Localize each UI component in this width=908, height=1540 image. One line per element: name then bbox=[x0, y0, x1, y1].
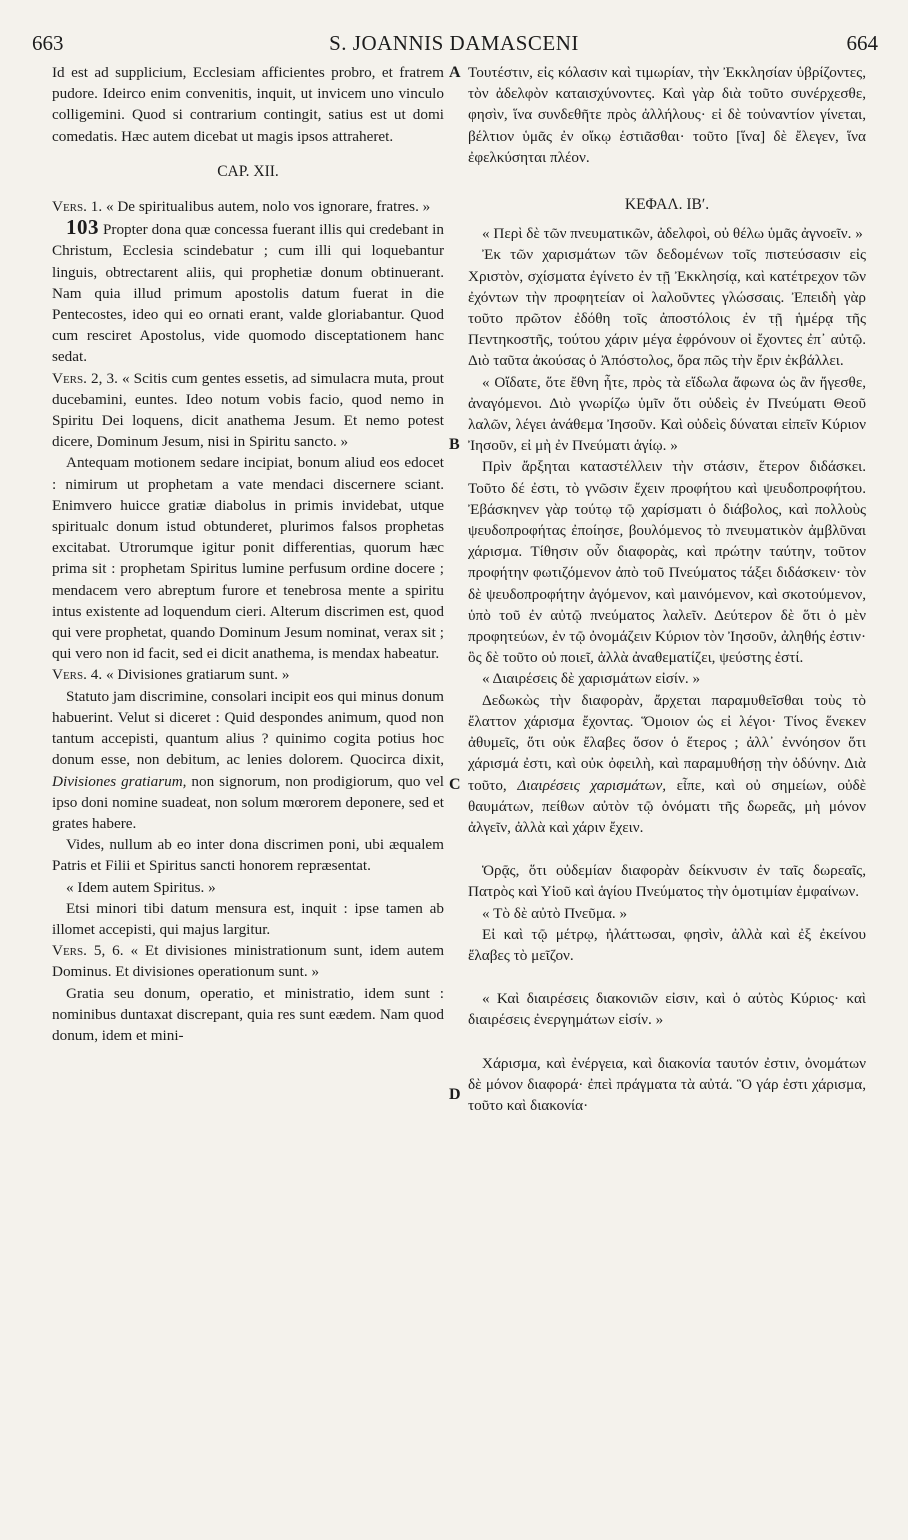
latin-paragraph: Vides, nullum ab eo inter dona discrimen poni, ubi æqualem Patris et Filii et Spiritus sancti honorem repræsentat. bbox=[52, 836, 444, 875]
greek-verse-quote: « Διαιρέσεις δὲ χαρισμάτων εἰσίν. » bbox=[482, 670, 701, 688]
verse-label: Vers. 1. bbox=[52, 198, 103, 216]
column-number-marker: 103 bbox=[66, 215, 99, 240]
latin-paragraph: Gratia seu donum, operatio, et ministratio, idem sunt : nominibus duntaxat discrepant, quia res sunt eædem. Nam quod donum, idem et mini- bbox=[52, 984, 444, 1044]
verse-label: Vers. 5, 6. bbox=[52, 942, 124, 960]
greek-chapter-heading: ΚΕΦΑΛ. ΙΒʹ. bbox=[624, 196, 710, 214]
greek-verse-quote: « Περὶ δὲ τῶν πνευματικῶν, ἀδελφοὶ, οὐ θέλω ὑμᾶς ἀγνοεῖν. » bbox=[482, 225, 863, 243]
greek-paragraph: Τουτέστιν, εἰς κόλασιν καὶ τιμωρίαν, τὴν Ἐκκλησίαν ὑβρίζοντες, τὸν ἀδελφὸν καταισχύνοντες. Καὶ γὰρ διὰ τοῦτο συνέρχεσθε, φησὶν, ἵνα συνδεθῆτε πρὸς ἀλλήλους· εἰ δὲ τοὐναντίον γίνεται, βέλτιον ὑμᾶς ἐν οἴκῳ ἑστιᾶσθαι· τοῦτο [ἵνα] δὲ ἔλεγεν, ἵνα ἐφελκύσηται πλέον. bbox=[468, 64, 866, 166]
greek-verse-quote: « Καὶ διαιρέσεις διακονιῶν εἰσιν, καὶ ὁ αὐτὸς Κύριος· καὶ διαιρέσεις ἐνεργημάτων εἰσίν. » bbox=[468, 990, 866, 1029]
verse-quote: « Divisiones gratiarum sunt. » bbox=[105, 666, 290, 684]
running-header bbox=[0, 28, 908, 58]
latin-verse-5-6 bbox=[52, 940, 444, 982]
running-title: S. JOANNIS DAMASCENI bbox=[329, 31, 579, 55]
verse-label: Vers. 2, 3. bbox=[52, 369, 118, 387]
verse-quote: « Et divisiones ministrationum sunt, idem autem Dominus. Et divisiones operationum sunt. » bbox=[52, 942, 445, 981]
latin-verse-1 bbox=[52, 196, 444, 217]
latin-paragraph bbox=[52, 217, 444, 367]
latin-chapter-heading: CAP. XII. bbox=[217, 162, 279, 180]
verse-quote: « De spiritualibus autem, nolo vos ignorare, fratres. » bbox=[105, 198, 431, 216]
latin-quote: « Idem autem Spiritus. » bbox=[66, 878, 216, 896]
paragraph-text: non signorum, non prodigiorum, quo vel ipso doni nomine suadeat, non solum mœrorem deponere, sed et grates habere. bbox=[52, 772, 444, 832]
latin-paragraph bbox=[52, 686, 444, 834]
latin-verse-4 bbox=[52, 664, 444, 685]
margin-letter-d: D bbox=[449, 1086, 461, 1103]
italic-phrase: Διαιρέσεις χαρισμάτων, bbox=[517, 776, 666, 794]
verse-label: Vers. 4. bbox=[52, 666, 103, 684]
margin-letter-c: C bbox=[449, 776, 461, 793]
paragraph-text: Propter dona quæ concessa fuerant illis qui credebant in Christum, Ecclesia scindebatur ; cum illi qui loquebantur linguis, obtrectarent aliis, qui prophetiæ donum obtinuerant. Nam quia illud primum apostolis datum fuerat in die Pentecostes, ideo qui eo ornati erant, valde gloriabantur. Quod cum resciret Apostolus, vide quomodo disceptationem hanc sedat. bbox=[52, 221, 444, 366]
verse-quote: « Scitis cum gentes essetis, ad simulacra muta, prout ducebamini, euntes. Ideo notum vobis facio, quod nemo in Spiritu Dei loquens, dicit anathema Jesum. Et nemo potest dicere, Dominum Jesum, nisi in Spiritu sancto. » bbox=[52, 369, 444, 451]
greek-paragraph: Πρὶν ἄρξηται καταστέλλειν τὴν στάσιν, ἕτερον διδάσκει. Τοῦτο δέ ἐστι, τὸ γνῶσιν ἔχειν προφήτου καὶ ψευδοπροφήτου. Ἐβάσκηνεν γὰρ τούτῳ τῷ χαρίσματι ὁ διάβολος, καὶ πολλοὺς ψευδοπροφήτας ἐποίησε, βουλόμενος τὸ πνευματικὸν ἀμβλῦναι χάρισμα. Τίθησιν οὖν διαφορὰς, καὶ πρώτην ταύτην, τοῦτον προφήτην φωτιζόμενον ἀπὸ τοῦ Πνεύματος τάξει διδάσκειν· τὸν δὲ ψευδοπροφήτην ἀγόμενον, καὶ μαινόμενον, καὶ σκοτούμενον, ὑπὸ τοῦ ἐν αὐτῷ πνεύματος λαλεῖν. Δεύτερον δὲ ὅτι ὁ μὲν προφητεύων, ἐν τῷ ὀνομάζειν Κύριον τὸν Ἰησοῦν, ἀληθής ἐστιν· ὃς δὲ τοῦτο οὐ ποιεῖ, ἀλλὰ ἀναθεματίζει, ψεύστης ἐστί. bbox=[468, 458, 866, 667]
greek-column bbox=[468, 62, 866, 1116]
page-number-left: 663 bbox=[32, 31, 64, 55]
greek-verse-quote: « Οἴδατε, ὅτε ἔθνη ἦτε, πρὸς τὰ εἴδωλα ἄφωνα ὡς ἂν ἤγεσθε, ἀναγόμενοι. Διὸ γνωρίζω ὑμῖν ὅτι οὐδεὶς ἐν Πνεύματι Θεοῦ λαλῶν, λέγει ἀνάθεμα Ἰησοῦν. Καὶ οὐδεὶς δύναται εἰπεῖν Κύριον Ἰησοῦν, εἰ μὴ ἐν Πνεύματι ἁγίῳ. » bbox=[468, 373, 866, 455]
latin-paragraph: Etsi minori tibi datum mensura est, inquit : ipse tamen ab illomet accepisti, qui majus largitur. bbox=[52, 899, 444, 938]
greek-paragraph: Ὁρᾷς, ὅτι οὐδεμίαν διαφορὰν δείκνυσιν ἐν ταῖς δωρεαῖς, Πατρὸς καὶ Υἱοῦ καὶ ἁγίου Πνεύματος τὴν ὁμοτιμίαν ἐμφαίνων. bbox=[468, 862, 866, 901]
paragraph-text: Δεδωκὼς τὴν διαφορὰν, ἄρχεται παραμυθεῖσθαι τοὺς τὸ ἔλαττον χάρισμα ἔχοντας. Ὅμοιον ὡς εἰ λέγοι· Τίνος ἕνεκεν ἀθυμεῖς, ὅτι οὐκ ἔλαβες ὅσον ὁ ἕτερος ; ἀλλ᾽ ἐννόησον ὅτι χάρισμά ἐστι, καὶ οὐκ ὀφειλὴ, καὶ παραμυθήσῃ τὴν ὀδύνην. Διὰ τοῦτο, bbox=[468, 691, 866, 794]
greek-paragraph: Ἐκ τῶν χαρισμάτων τῶν δεδομένων τοῖς πιστεύσασιν εἰς Χριστὸν, σχίσματα ἐγίνετο ἐν τῇ Ἐκκλησίᾳ, καὶ κατέτρεχον τῶν ἐχόντων τὴν προφητείαν οἱ λαλοῦντες γλώσσαις. Ἐπειδὴ γὰρ τοῦτο πρῶτον ἐδόθη τοῖς ἀποστόλοις ἐν τῇ ἡμέρᾳ τῆς Πεντηκοστῆς, τούτου χάριν μέγα ἐφρόνουν οἱ ἔχοντες ἐπ᾽ αὐτῷ. Διὸ ταῦτα ἀκούσας ὁ Ἀπόστολος, ὅρα πῶς τὴν ἔριν ἐκβάλλει. bbox=[468, 246, 866, 370]
latin-paragraph: Antequam motionem sedare incipiat, bonum aliud eos edocet : nimirum ut prophetam a vate mendaci discernere sciant. Enimvero huicce gratiæ diabolus in primis invidebat, utque spiritualc donum istud obtunderet, plurimos falsos prophetas excitabat. Utrorumque igitur ponit differentias, quorum hæc prima sit : prophetam Spiritus lumine perfusum ordine docere ; mendacem vero abreptum furore et tenebrosa mente a spiritu intus existente ad loquendum cieri. Alterum discrimen est, quod qui vere prophetat, quando Dominum Jesum nominat, verax sit ; qui vero non id facit, sed ei dicit anathema, is mendax habeatur. bbox=[52, 454, 444, 663]
latin-verse-2-3 bbox=[52, 368, 444, 453]
margin-letter-a: A bbox=[449, 64, 461, 81]
margin-letter-b: B bbox=[449, 436, 460, 453]
page-number-right: 664 bbox=[846, 31, 878, 55]
greek-verse-quote: « Τὸ δὲ αὐτὸ Πνεῦμα. » bbox=[482, 904, 628, 922]
latin-paragraph: Id est ad supplicium, Ecclesiam afficientes probro, et fratrem pudore. Ideirco enim convenitis, inquit, ut invicem uno vinculo colligemini. Quod si contrarium contingit, satius est ut domi comedatis. Hæc autem dicebat ut magis ipsos attraheret. bbox=[52, 64, 444, 145]
latin-column bbox=[52, 62, 444, 1046]
greek-paragraph: Χάρισμα, καὶ ἐνέργεια, καὶ διακονία ταυτόν ἐστιν, ὀνομάτων δὲ μόνον διαφορά· ἐπεὶ πράγματα τὰ αὐτά. Ὃ γάρ ἐστι χάρισμα, τοῦτο καὶ διακονία· bbox=[468, 1054, 866, 1114]
greek-paragraph: Εἰ καὶ τῷ μέτρῳ, ἠλάττωσαι, φησὶν, ἀλλὰ καὶ ἐξ ἐκείνου ἔλαβες τὸ μεῖζον. bbox=[468, 925, 866, 964]
greek-paragraph bbox=[468, 690, 866, 838]
italic-phrase: Divisiones gratiarum, bbox=[52, 772, 187, 790]
paragraph-text: Statuto jam discrimine, consolari incipit eos qui minus donum habuerint. Velut si diceret : Quid despondes animum, quod non tantum accepisti, quantum alius ? quinimo cogita potius hoc donum esse, non debitum, ac lenies dolorem. Quocirca dixit, bbox=[52, 687, 444, 769]
paragraph-text: εἶπε, καὶ οὐ σημείων, οὐδὲ θαυμάτων, πείθων αὐτὸν τῷ ὀνόματι τῆς δωρεᾶς, μὴ μόνον ἀλγεῖν, ἀλλὰ καὶ χάριν ἔχειν. bbox=[468, 776, 866, 836]
